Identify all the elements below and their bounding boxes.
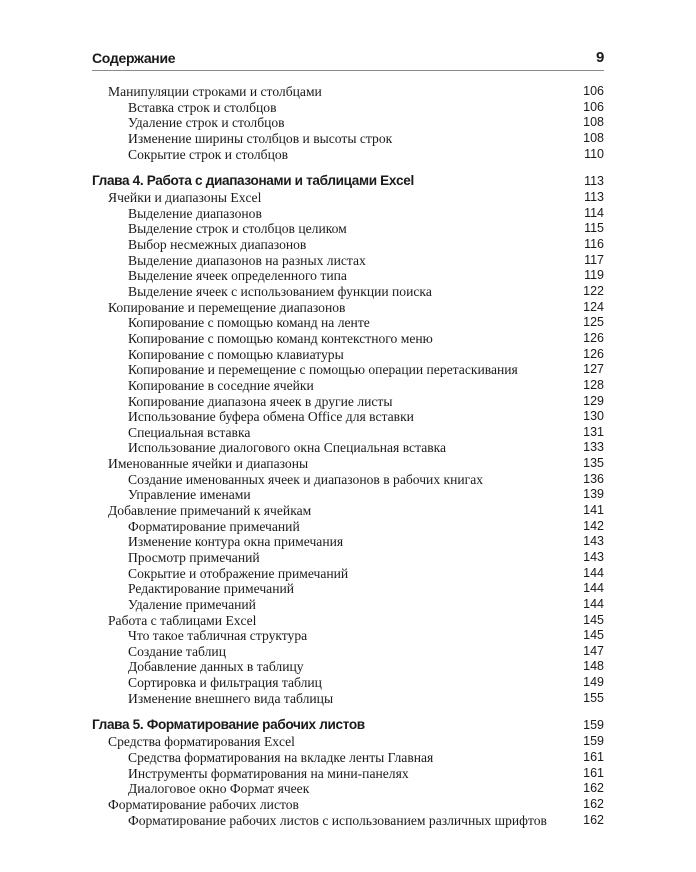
toc-subsection[interactable] xyxy=(92,691,604,707)
toc-entry-title: Создание именованных ячеек и диапазонов в рабочих книгах xyxy=(128,471,484,487)
toc-entry-page: 122 xyxy=(583,284,604,299)
toc-entry-page: 145 xyxy=(583,612,604,627)
toc-entry-title: Что такое табличная структура xyxy=(128,628,308,644)
toc-entry-page: 143 xyxy=(583,549,604,564)
toc-entry-page: 162 xyxy=(583,812,604,827)
toc-entry-page: 108 xyxy=(583,130,604,145)
toc-entry-title: Сокрытие строк и столбцов xyxy=(128,146,289,162)
toc-subsection[interactable] xyxy=(92,253,604,269)
toc-entry-page: 106 xyxy=(583,84,604,98)
toc-subsection[interactable] xyxy=(92,206,604,222)
toc-entry-title: Копирование с помощью команд на ленте xyxy=(128,315,370,331)
toc-entry-title: Изменение внешнего вида таблицы xyxy=(128,690,334,706)
toc-subsection[interactable] xyxy=(92,284,604,300)
toc-entry-title: Копирование и перемещение с помощью операции перетаскивания xyxy=(128,362,518,378)
toc-entry-page: 161 xyxy=(583,749,604,764)
toc-entry-title: Сортировка и фильтрация таблиц xyxy=(128,675,322,691)
toc-entry-page: 113 xyxy=(584,190,604,205)
toc-entry-page: 141 xyxy=(583,503,604,518)
toc-entry-page: 106 xyxy=(583,99,604,114)
toc-entry-title: Создание таблиц xyxy=(128,643,226,659)
toc-entry-title: Копирование диапазона ячеек в другие листы xyxy=(128,393,393,409)
toc-entry-page: 136 xyxy=(583,471,604,486)
toc-subsection[interactable] xyxy=(92,378,604,394)
toc-entry-page: 161 xyxy=(583,765,604,780)
toc-entry-title: Именованные ячейки и диапазоны xyxy=(108,456,309,472)
toc-entry-title: Ячейки и диапазоны Excel xyxy=(108,190,262,206)
toc-entry-page: 131 xyxy=(583,424,604,439)
toc-entry-title: Использование буфера обмена Office для вставки xyxy=(128,409,414,425)
toc-entry-title: Использование диалогового окна Специальная вставка xyxy=(128,440,447,456)
toc-entry-page: 159 xyxy=(583,718,604,733)
toc-entry-page: 117 xyxy=(584,252,604,267)
toc-section[interactable] xyxy=(92,300,604,316)
toc-chapter[interactable] xyxy=(92,716,604,734)
toc-subsection[interactable] xyxy=(92,628,604,644)
toc-section[interactable] xyxy=(92,613,604,629)
toc-entry-title: Форматирование рабочих листов xyxy=(108,796,299,812)
toc-chapter[interactable] xyxy=(92,172,604,190)
toc-entry-page: 119 xyxy=(584,268,604,283)
toc-entry-page: 147 xyxy=(583,643,604,658)
toc-subsection[interactable] xyxy=(92,131,604,147)
toc-subsection[interactable] xyxy=(92,487,604,503)
toc-entry-page: 110 xyxy=(584,146,604,161)
toc-subsection[interactable] xyxy=(92,362,604,378)
toc-subsection[interactable] xyxy=(92,566,604,582)
toc-subsection[interactable] xyxy=(92,472,604,488)
toc-entry-title: Работа с таблицами Excel xyxy=(108,612,257,628)
toc-entry-title: Копирование в соседние ячейки xyxy=(128,377,314,393)
toc-entry-title: Диалоговое окно Формат ячеек xyxy=(128,781,310,797)
toc-entry-title: Форматирование примечаний xyxy=(128,518,300,534)
toc-entry-page: 127 xyxy=(583,362,604,377)
toc-subsection[interactable] xyxy=(92,115,604,131)
toc-subsection[interactable] xyxy=(92,597,604,613)
toc-entry-title: Добавление данных в таблицу xyxy=(128,659,304,675)
toc-subsection[interactable] xyxy=(92,100,604,116)
toc-entry-page: 135 xyxy=(583,456,604,471)
toc-entry-title: Удаление примечаний xyxy=(128,596,256,612)
toc-entry-page: 148 xyxy=(583,659,604,674)
toc-subsection[interactable] xyxy=(92,409,604,425)
toc-entry-title: Изменение ширины столбцов и высоты строк xyxy=(128,130,393,146)
toc-section[interactable] xyxy=(92,84,604,100)
toc-subsection[interactable] xyxy=(92,659,604,675)
toc-section[interactable] xyxy=(92,190,604,206)
toc-entry-title: Манипуляции строками и столбцами xyxy=(108,84,322,99)
toc-entry-page: 145 xyxy=(583,628,604,643)
toc-entry-page: 130 xyxy=(583,409,604,424)
toc-entry-title: Сокрытие и отображение примечаний xyxy=(128,565,349,581)
toc-subsection[interactable] xyxy=(92,781,604,797)
toc-subsection[interactable] xyxy=(92,440,604,456)
toc-subsection[interactable] xyxy=(92,394,604,410)
toc-entry-title: Инструменты форматирования на мини-панелях xyxy=(128,765,409,781)
page-number: 9 xyxy=(595,49,604,66)
toc-subsection[interactable] xyxy=(92,581,604,597)
toc-entry-page: 142 xyxy=(583,518,604,533)
toc-subsection[interactable] xyxy=(92,221,604,237)
toc-entry-title: Выделение диапазонов xyxy=(128,205,262,221)
toc-entry-title: Глава 5. Форматирование рабочих листов xyxy=(92,717,365,733)
toc-section[interactable] xyxy=(92,797,604,813)
toc-entry-page: 108 xyxy=(583,115,604,130)
toc-entry-title: Средства форматирования на вкладке ленты Главная xyxy=(128,749,434,765)
toc-entry-page: 143 xyxy=(583,534,604,549)
toc-entry-title: Выделение ячеек с использованием функции поиска xyxy=(128,284,432,300)
toc-entry-page: 144 xyxy=(583,565,604,580)
toc-section[interactable] xyxy=(92,734,604,750)
toc-entry-page: 128 xyxy=(583,377,604,392)
toc-entry-title: Копирование с помощью клавиатуры xyxy=(128,346,344,362)
toc-entry-page: 144 xyxy=(583,581,604,596)
toc-entry-page: 162 xyxy=(583,781,604,796)
running-header xyxy=(92,48,604,71)
table-of-contents xyxy=(92,84,604,828)
toc-entry-title: Средства форматирования Excel xyxy=(108,734,295,750)
toc-entry-page: 162 xyxy=(583,796,604,811)
header-title: Содержание xyxy=(92,50,176,66)
toc-subsection[interactable] xyxy=(92,813,604,829)
toc-subsection[interactable] xyxy=(92,237,604,253)
toc-entry-page: 149 xyxy=(583,675,604,690)
toc-subsection[interactable] xyxy=(92,315,604,331)
toc-entry-title: Просмотр примечаний xyxy=(128,549,260,565)
toc-entry-title: Выделение ячеек определенного типа xyxy=(128,268,347,284)
toc-entry-page: 114 xyxy=(584,205,604,220)
toc-entry-page: 129 xyxy=(583,393,604,408)
toc-entry-page: 155 xyxy=(583,690,604,705)
toc-section[interactable] xyxy=(92,503,604,519)
toc-subsection[interactable] xyxy=(92,519,604,535)
toc-entry-page: 159 xyxy=(583,734,604,749)
toc-entry-title: Выбор несмежных диапазонов xyxy=(128,237,307,253)
toc-section[interactable] xyxy=(92,456,604,472)
toc-entry-title: Вставка строк и столбцов xyxy=(128,99,277,115)
toc-subsection[interactable] xyxy=(92,644,604,660)
toc-subsection[interactable] xyxy=(92,550,604,566)
toc-entry-page: 124 xyxy=(583,299,604,314)
toc-subsection[interactable] xyxy=(92,675,604,691)
toc-entry-title: Глава 4. Работа с диапазонами и таблицами Excel xyxy=(92,173,414,189)
toc-entry-title: Копирование и перемещение диапазонов xyxy=(108,299,346,315)
toc-subsection[interactable] xyxy=(92,331,604,347)
toc-entry-title: Выделение строк и столбцов целиком xyxy=(128,221,347,237)
toc-entry-title: Специальная вставка xyxy=(128,424,251,440)
toc-entry-page: 139 xyxy=(583,487,604,502)
toc-entry-page: 113 xyxy=(584,174,604,189)
toc-entry-title: Добавление примечаний к ячейкам xyxy=(108,503,312,519)
toc-entry-title: Выделение диапазонов на разных листах xyxy=(128,252,366,268)
toc-subsection[interactable] xyxy=(92,347,604,363)
toc-entry-page: 126 xyxy=(583,346,604,361)
toc-entry-page: 125 xyxy=(583,315,604,330)
toc-entry-title: Удаление строк и столбцов xyxy=(128,115,285,131)
toc-entry-page: 144 xyxy=(583,596,604,611)
toc-entry-page: 115 xyxy=(584,221,604,236)
toc-subsection[interactable] xyxy=(92,534,604,550)
toc-entry-title: Изменение контура окна примечания xyxy=(128,534,344,550)
toc-subsection[interactable] xyxy=(92,750,604,766)
toc-subsection[interactable] xyxy=(92,147,604,163)
toc-entry-title: Редактирование примечаний xyxy=(128,581,295,597)
toc-entry-title: Копирование с помощью команд контекстного меню xyxy=(128,330,433,346)
toc-subsection[interactable] xyxy=(92,425,604,441)
toc-subsection[interactable] xyxy=(92,766,604,782)
toc-entry-title: Управление именами xyxy=(128,487,251,503)
toc-entry-page: 126 xyxy=(583,330,604,345)
toc-entry-page: 116 xyxy=(584,237,604,252)
toc-entry-title: Форматирование рабочих листов с использованием различных шрифтов xyxy=(128,812,547,828)
toc-entry-page: 133 xyxy=(583,440,604,455)
toc-subsection[interactable] xyxy=(92,268,604,284)
